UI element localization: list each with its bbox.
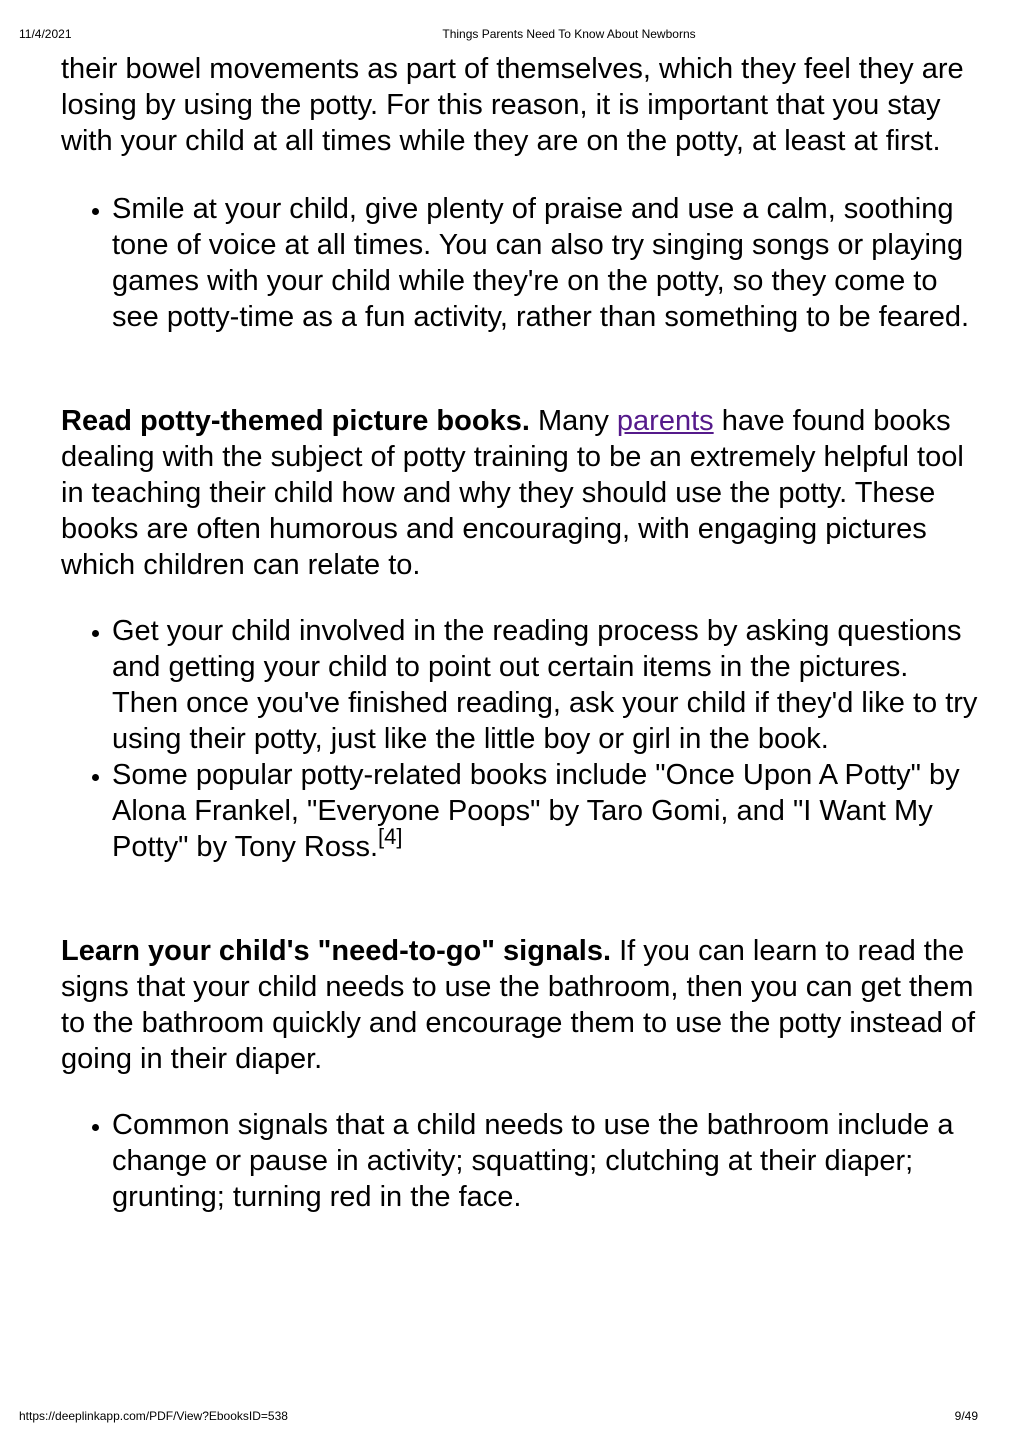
parents-link[interactable]: parents xyxy=(616,405,714,437)
print-footer xyxy=(0,1408,1024,1424)
books-text-after-link: have found books dealing with the subject of potty training to be an extremely helpful tool in teaching their child how and why they should use the potty. These books are often humorous and encouraging, with engaging pictures which children can relate to. xyxy=(61,405,964,581)
books-text-before-link: Many xyxy=(529,405,617,437)
article-body xyxy=(61,51,981,1215)
signals-bullet-list xyxy=(61,1107,981,1215)
intro-bullet-list xyxy=(61,191,981,335)
print-date: 11/4/2021 xyxy=(19,27,72,41)
page-url: https://deeplinkapp.com/PDF/View?EbooksID=538 xyxy=(19,1409,288,1423)
intro-paragraph: their bowel movements as part of themselves, which they feel they are losing by using the potty. For this reason, it is important that you stay with your child at all times while they are on the potty, at least at first. xyxy=(61,53,964,157)
books-section-heading: Read potty-themed picture books. xyxy=(61,405,530,437)
list-item: • Smile at your child, give plenty of praise and use a calm, soothing tone of voice at all times. You can also try singing songs or playing games with your child while they're on the potty, so they come to see potty-time as a fun activity, rather than something to be feared. xyxy=(112,191,981,335)
print-header xyxy=(0,26,1024,42)
list-item-text: Some popular potty-related books include "Once Upon A Potty" by Alona Frankel, "Everyone Poops" by Taro Gomi, and "I Want My Potty" by Tony Ross. xyxy=(112,759,960,863)
books-section-paragraph xyxy=(61,403,981,583)
signals-section-text: If you can learn to read the signs that your child needs to use the bathroom, then you can get them to the bathroom quickly and encourage them to use the potty instead of going in their diaper. xyxy=(61,935,976,1075)
books-bullet-list xyxy=(61,613,981,865)
list-item xyxy=(112,757,981,865)
citation-reference[interactable]: [4] xyxy=(378,823,403,849)
document-title: Things Parents Need To Know About Newborns xyxy=(442,27,696,41)
list-item: • Common signals that a child needs to use the bathroom include a change or pause in activity; squatting; clutching at their diaper; grunting; turning red in the face. xyxy=(112,1107,981,1215)
list-item: • Get your child involved in the reading process by asking questions and getting your child to point out certain items in the pictures. Then once you've finished reading, ask your child if they'd like to try using their potty, just like the little boy or girl in the book. xyxy=(112,613,981,757)
page-number: 9/49 xyxy=(954,1409,978,1423)
signals-section-paragraph xyxy=(61,933,981,1077)
signals-section-heading: Learn your child's "need-to-go" signals. xyxy=(61,935,612,967)
